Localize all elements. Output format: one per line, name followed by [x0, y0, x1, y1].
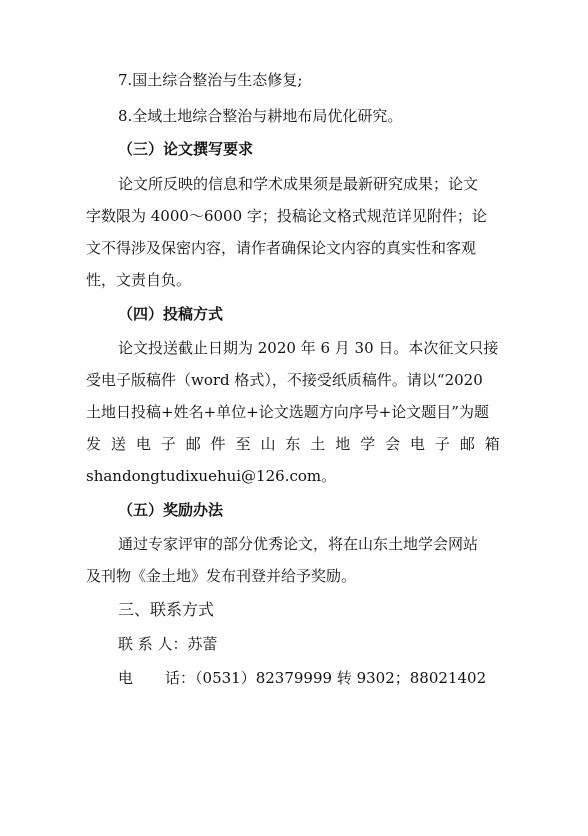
paragraph-line: 性，文责自负。	[86, 271, 192, 289]
section-heading-submission: （四）投稿方式	[118, 305, 224, 323]
paragraph-line: 文不得涉及保密内容，请作者确保论文内容的真实性和客观	[86, 239, 477, 257]
list-item-7: 7.国土综合整治与生态修复;	[118, 71, 303, 89]
paragraph-line-justified: 发 送 电 子 邮 件 至 山 东 土 地 学 会 电 子 邮 箱	[86, 435, 500, 453]
paragraph-line: 字数限为 4000～6000 字；投稿论文格式规范详见附件；论	[86, 207, 487, 225]
phone-label-part1: 电	[118, 669, 134, 687]
paragraph-line: 及刊物《金土地》发布刊登并给予奖励。	[86, 567, 357, 585]
paragraph-line: 通过专家评审的部分优秀论文，将在山东土地学会网站	[118, 535, 479, 553]
section-heading-contact: 三、联系方式	[118, 600, 215, 619]
contact-phone-row	[118, 668, 538, 688]
list-item-8: 8.全域土地综合整治与耕地布局优化研究。	[118, 107, 403, 125]
paragraph-line: 受电子版稿件（word 格式），不接受纸质稿件。请以“2020	[86, 371, 483, 389]
paragraph-line: 论文所反映的信息和学术成果须是最新研究成果；论文	[118, 175, 479, 193]
email-address: shandongtudixuehui@126.com。	[86, 467, 337, 485]
phone-value: （0531）82379999 转 9302；88021402	[195, 669, 487, 687]
paragraph-line: 土地日投稿+姓名+单位+论文选题方向序号+论文题目”为题	[86, 403, 489, 421]
paragraph-line: 论文投送截止日期为 2020 年 6 月 30 日。本次征文只接	[118, 339, 499, 357]
phone-label-part2: 话：	[165, 669, 196, 687]
section-heading-rewards: （五）奖励办法	[118, 501, 224, 519]
section-heading-requirements: （三）论文撰写要求	[118, 140, 254, 158]
contact-person-row	[118, 634, 218, 654]
contact-person-label: 联 系 人：	[118, 635, 188, 653]
contact-person-name: 苏蕾	[187, 635, 218, 653]
